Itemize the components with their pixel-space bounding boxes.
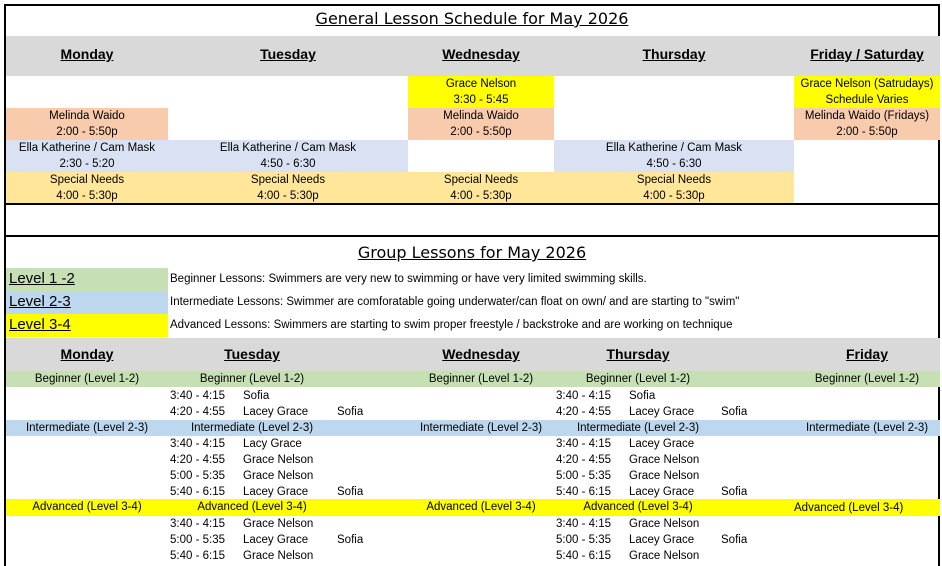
section-divider-top <box>4 203 940 205</box>
thu-adv-extra-2: Sofia <box>721 534 748 546</box>
cell-name: Melinda Waido <box>49 110 125 122</box>
level-1-2-desc: Beginner Lessons: Swimmers are very new to swimming or have very limited swimming skills. <box>170 273 647 285</box>
tue-int-time-4: 5:40 - 6:15 <box>170 486 225 498</box>
mon-melinda-waido-cell <box>6 108 168 140</box>
thu-int-time-1: 3:40 - 4:15 <box>556 438 611 450</box>
cell-name: Ella Katherine / Cam Mask <box>18 142 156 154</box>
mon-intermediate-label: Intermediate (Level 2-3) <box>25 422 149 434</box>
tue-int-name-4: Lacey Grace <box>243 486 309 498</box>
group-day-wednesday: Wednesday <box>442 346 520 362</box>
cell-time: 4:00 - 5:30p <box>643 190 705 202</box>
tue-int-name-2: Grace Nelson <box>243 454 314 466</box>
tue-beginner-name-1: Sofia <box>243 390 270 402</box>
mon-ella-cam-cell <box>6 140 168 172</box>
tue-beginner-extra-2: Sofia <box>337 406 364 418</box>
fri-advanced-label: Advanced (Level 3-4) <box>794 502 904 514</box>
mon-beginner-label: Beginner (Level 1-2) <box>34 373 140 385</box>
tue-adv-time-3: 5:40 - 6:15 <box>170 550 225 562</box>
general-day-friday-saturday: Friday / Saturday <box>810 46 924 62</box>
cell-time: 4:00 - 5:30p <box>56 190 118 202</box>
group-day-tuesday: Tuesday <box>224 346 280 362</box>
thu-int-time-2: 4:20 - 4:55 <box>556 454 611 466</box>
thu-beginner-label: Beginner (Level 1-2) <box>585 373 691 385</box>
cell-name: Grace Nelson (Satrudays) <box>800 78 934 90</box>
thu-beginner-extra-2: Sofia <box>721 406 748 418</box>
cell-time: 2:30 - 5:20 <box>59 158 115 170</box>
wed-advanced-label: Advanced (Level 3-4) <box>426 501 536 513</box>
thu-beginner-time-1: 3:40 - 4:15 <box>556 390 611 402</box>
group-day-monday: Monday <box>60 346 114 362</box>
cell-name: Melinda Waido (Fridays) <box>804 110 930 122</box>
level-2-3-desc: Intermediate Lessons: Swimmer are comforatable going underwater/can float on own/ and are starting to "swim" <box>170 296 740 308</box>
cell-time: 2:00 - 5:50p <box>836 126 898 138</box>
thu-adv-time-3: 5:40 - 6:15 <box>556 550 611 562</box>
wed-melinda-waido-cell <box>408 108 554 140</box>
cell-time: 4:00 - 5:30p <box>257 190 319 202</box>
fri-intermediate-label: Intermediate (Level 2-3) <box>805 422 929 434</box>
thu-adv-name-2: Lacey Grace <box>629 534 695 546</box>
cell-time: 2:00 - 5:50p <box>450 126 512 138</box>
thu-int-time-4: 5:40 - 6:15 <box>556 486 611 498</box>
group-day-thursday: Thursday <box>606 346 670 362</box>
general-day-tuesday: Tuesday <box>260 46 316 62</box>
tue-int-name-3: Grace Nelson <box>243 470 314 482</box>
thu-advanced-label: Advanced (Level 3-4) <box>583 501 693 513</box>
tue-beginner-time-2: 4:20 - 4:55 <box>170 406 225 418</box>
thu-adv-time-2: 5:00 - 5:35 <box>556 534 611 546</box>
thu-ella-cam-cell <box>554 140 794 172</box>
thu-beginner-time-2: 4:20 - 4:55 <box>556 406 611 418</box>
cell-time: Schedule Varies <box>825 94 909 106</box>
cell-name: Grace Nelson <box>445 78 517 90</box>
level-3-4-desc: Advanced Lessons: Swimmers are starting to swim proper freestyle / backstroke and are working on technique <box>170 319 733 331</box>
tue-advanced-label: Advanced (Level 3-4) <box>197 501 307 513</box>
level-2-3-label: Level 2-3 <box>6 291 168 314</box>
fri-grace-nelson-cell <box>794 76 940 108</box>
mon-advanced-label: Advanced (Level 3-4) <box>32 501 142 513</box>
tue-beginner-name-2: Lacey Grace <box>243 406 309 418</box>
tue-int-time-3: 5:00 - 5:35 <box>170 470 225 482</box>
tue-int-name-1: Lacy Grace <box>243 438 302 450</box>
general-day-wednesday: Wednesday <box>442 46 520 62</box>
cell-time: 4:50 - 6:30 <box>260 158 316 170</box>
section-divider-bottom <box>4 235 940 237</box>
thu-int-time-3: 5:00 - 5:35 <box>556 470 611 482</box>
cell-name: Special Needs <box>636 174 712 186</box>
thu-adv-time-1: 3:40 - 4:15 <box>556 518 611 530</box>
tue-int-time-1: 3:40 - 4:15 <box>170 438 225 450</box>
tue-adv-name-3: Grace Nelson <box>243 550 314 562</box>
wed-grace-nelson-cell <box>408 76 554 108</box>
thu-int-name-1: Lacey Grace <box>629 438 695 450</box>
tue-int-extra-4: Sofia <box>337 486 364 498</box>
tue-intermediate-label: Intermediate (Level 2-3) <box>190 422 314 434</box>
thu-beginner-name-2: Lacey Grace <box>629 406 695 418</box>
cell-name: Ella Katherine / Cam Mask <box>219 142 357 154</box>
group-day-friday: Friday <box>845 346 888 362</box>
thu-adv-name-1: Grace Nelson <box>629 518 700 530</box>
thu-beginner-name-1: Sofia <box>629 390 656 402</box>
mon-special-needs-cell <box>6 172 168 204</box>
tue-int-time-2: 4:20 - 4:55 <box>170 454 225 466</box>
wed-special-needs-cell <box>408 172 554 204</box>
wed-intermediate-label: Intermediate (Level 2-3) <box>419 422 543 434</box>
general-day-thursday: Thursday <box>642 46 706 62</box>
thu-intermediate-label: Intermediate (Level 2-3) <box>576 422 700 434</box>
thu-int-name-4: Lacey Grace <box>629 486 695 498</box>
cell-name: Special Needs <box>49 174 125 186</box>
general-day-monday: Monday <box>60 46 114 62</box>
tue-ella-cam-cell <box>168 140 408 172</box>
cell-name: Melinda Waido <box>443 110 519 122</box>
thu-special-needs-cell <box>554 172 794 204</box>
group-lessons-title: Group Lessons for May 2026 <box>357 243 587 262</box>
tue-special-needs-cell <box>168 172 408 204</box>
general-schedule-title: General Lesson Schedule for May 2026 <box>315 9 629 28</box>
cell-time: 2:00 - 5:50p <box>56 126 118 138</box>
cell-name: Special Needs <box>250 174 326 186</box>
tue-adv-time-1: 3:40 - 4:15 <box>170 518 225 530</box>
thu-int-extra-4: Sofia <box>721 486 748 498</box>
level-3-4-label: Level 3-4 <box>6 314 168 337</box>
cell-name: Ella Katherine / Cam Mask <box>605 142 743 154</box>
tue-beginner-label: Beginner (Level 1-2) <box>199 373 305 385</box>
tue-beginner-time-1: 3:40 - 4:15 <box>170 390 225 402</box>
tue-adv-name-1: Grace Nelson <box>243 518 314 530</box>
fri-beginner-label: Beginner (Level 1-2) <box>814 373 920 385</box>
thu-adv-name-3: Grace Nelson <box>629 550 700 562</box>
tue-adv-extra-2: Sofia <box>337 534 364 546</box>
cell-time: 4:00 - 5:30p <box>450 190 512 202</box>
cell-name: Special Needs <box>443 174 519 186</box>
wed-beginner-label: Beginner (Level 1-2) <box>428 373 534 385</box>
tue-adv-name-2: Lacey Grace <box>243 534 309 546</box>
thu-int-name-2: Grace Nelson <box>629 454 700 466</box>
thu-int-name-3: Grace Nelson <box>629 470 700 482</box>
tue-adv-time-2: 5:00 - 5:35 <box>170 534 225 546</box>
cell-time: 3:30 - 5:45 <box>453 94 509 106</box>
level-1-2-label: Level 1 -2 <box>6 268 168 291</box>
cell-time: 4:50 - 6:30 <box>646 158 702 170</box>
fri-melinda-waido-cell <box>794 108 940 140</box>
